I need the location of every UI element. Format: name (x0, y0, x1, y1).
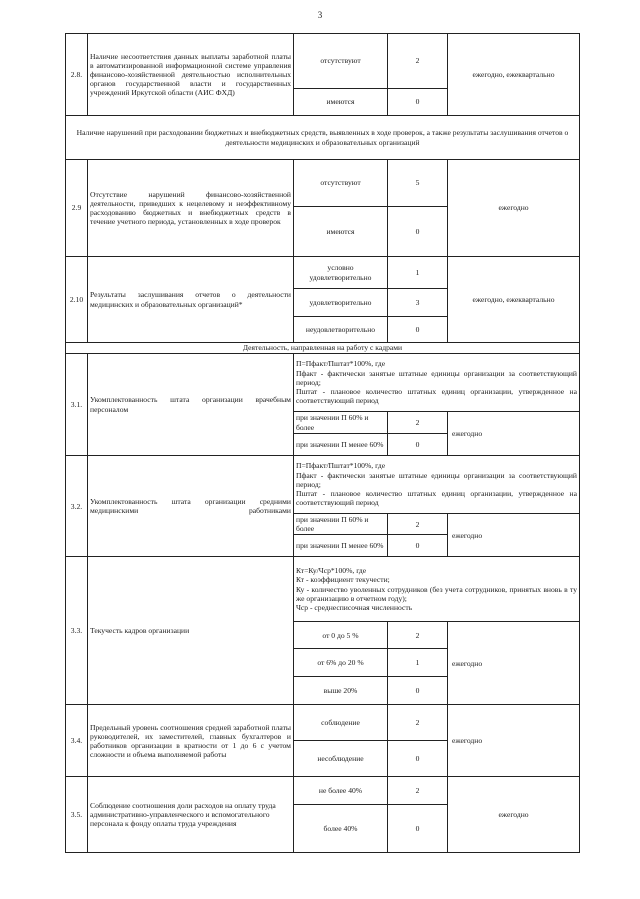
formula-line: Ку - количество уволенных сотрудников (без учета сотрудников, принятых вновь в ту же организацию в отчетном году); (296, 584, 577, 603)
option-label: отсутствуют (294, 160, 388, 207)
score-value: 0 (388, 317, 448, 343)
formula-line: Пфакт - фактически занятые штатные единицы организации за соответствующий период; (296, 470, 577, 489)
formula-line: Пфакт - фактически занятые штатные единицы организации за соответствующий период; (296, 368, 577, 387)
table-row (66, 557, 580, 622)
formula-line: П=Пфакт/Пштат*100%, где (296, 359, 386, 369)
page-number: 3 (317, 10, 323, 20)
score-value: 3 (388, 289, 448, 317)
formula-line: П=Пфакт/Пштат*100%, где (296, 461, 386, 471)
score-value: 2 (388, 705, 448, 741)
score-value: 5 (388, 160, 448, 207)
formula-cell (294, 557, 580, 622)
score-value: 1 (388, 257, 448, 289)
score-value: 1 (388, 649, 448, 677)
score-value: 0 (388, 434, 448, 456)
formula-cell (294, 354, 580, 412)
score-value: 0 (388, 741, 448, 777)
row-number: 3.5. (66, 777, 88, 853)
formula-line: Кт - коэффициент текучести; (296, 575, 390, 585)
table-row (66, 354, 580, 412)
period: ежегодно (448, 412, 580, 456)
option-label: отсутствуют (294, 34, 388, 89)
option-label: неудовлетворительно (294, 317, 388, 343)
period: ежегодно (448, 777, 580, 853)
row-number: 2.8. (66, 34, 88, 116)
score-value: 2 (388, 777, 448, 805)
criteria-table (65, 33, 580, 853)
option-label: от 0 до 5 % (294, 622, 388, 649)
option-label: условно удовлетворительно (294, 257, 388, 289)
score-value: 0 (388, 535, 448, 557)
row-number: 2.9 (66, 160, 88, 257)
score-value: 2 (388, 622, 448, 649)
row-number: 3.1. (66, 354, 88, 456)
period: ежегодно, ежеквартально (448, 34, 580, 116)
formula-cell (294, 456, 580, 514)
score-value: 2 (388, 34, 448, 89)
score-value: 2 (388, 514, 448, 535)
criterion-text: Отсутствие нарушений финансово-хозяйственной деятельности, приведших к нецелевому и неэффективному расходованию бюджетных и внебюджетных средств в течение учетного периода, установленных в ходе проверок (88, 160, 294, 257)
section-row (66, 343, 580, 354)
formula-line: Пштат - плановое количество штатных единиц организации, утвержденное на соответствующий период (296, 489, 577, 508)
criterion-text: Результаты заслушивания отчетов о деятельности медицинских и образовательных организаций* (88, 257, 294, 343)
period: ежегодно (448, 622, 580, 705)
table-row (66, 34, 580, 89)
score-value: 0 (388, 805, 448, 853)
score-value: 0 (388, 207, 448, 257)
option-label: более 40% (294, 805, 388, 853)
row-number: 3.3. (66, 557, 88, 705)
period: ежегодно, ежеквартально (448, 257, 580, 343)
criterion-text: Наличие несоответствия данных выплаты заработной платы в автоматизированной информационной системе управления финансово-хозяйственной деятельностью исполнительных органов государственной власти и государственных учреждений Иркутской области (АИС ФХД) (88, 34, 294, 116)
option-label: при значении П 60% и более (294, 514, 388, 535)
criterion-text: Укомплектованность штата организации врачебным персоналом (88, 354, 294, 456)
formula-line: Чср - среднесписочная численность (296, 603, 413, 613)
option-label: от 6% до 20 % (294, 649, 388, 677)
criterion-text: Укомплектованность штата организации средними медицинскими работниками (88, 456, 294, 557)
period: ежегодно (448, 514, 580, 557)
table-row (66, 257, 580, 289)
section-heading: Деятельность, направленная на работу с кадрами (66, 343, 580, 354)
option-label: выше 20% (294, 677, 388, 705)
option-label: при значении П 60% и более (294, 412, 388, 434)
criterion-text: Предельный уровень соотношения средней заработной платы руководителей, их заместителей, главных бухгалтеров и работников организации в кратности от 1 до 6 с учетом сложности и объема выполняемой работы (88, 705, 294, 777)
option-label: при значении П менее 60% (294, 535, 388, 557)
option-label: имеются (294, 89, 388, 116)
table-row (66, 777, 580, 805)
criterion-text: Соблюдение соотношения доли расходов на оплату труда административно-управленческого и вспомогательного персонала к фонду оплаты труда учреждения (88, 777, 294, 853)
option-label: соблюдение (294, 705, 388, 741)
score-value: 2 (388, 412, 448, 434)
option-label: не более 40% (294, 777, 388, 805)
table-row (66, 160, 580, 207)
option-label: имеются (294, 207, 388, 257)
formula-line: Кт=Ку/Чср*100%, где (296, 566, 367, 576)
row-number: 2.10 (66, 257, 88, 343)
row-number: 3.2. (66, 456, 88, 557)
score-value: 0 (388, 677, 448, 705)
section-row (66, 116, 580, 160)
score-value: 0 (388, 89, 448, 116)
formula-line: Пштат - плановое количество штатных единиц организации, утвержденное на соответствующий период (296, 387, 577, 406)
section-heading: Наличие нарушений при расходовании бюджетных и внебюджетных средств, выявленных в ходе проверок, а также результаты заслушивания отчетов о деятельности медицинских и образовательных организаций (66, 116, 580, 160)
option-label: несоблюдение (294, 741, 388, 777)
option-label: при значении П менее 60% (294, 434, 388, 456)
table-row (66, 705, 580, 741)
period: ежегодно (448, 160, 580, 257)
criterion-text: Текучесть кадров организации (88, 557, 294, 705)
table-row (66, 456, 580, 514)
period: ежегодно (448, 705, 580, 777)
row-number: 3.4. (66, 705, 88, 777)
option-label: удовлетворительно (294, 289, 388, 317)
